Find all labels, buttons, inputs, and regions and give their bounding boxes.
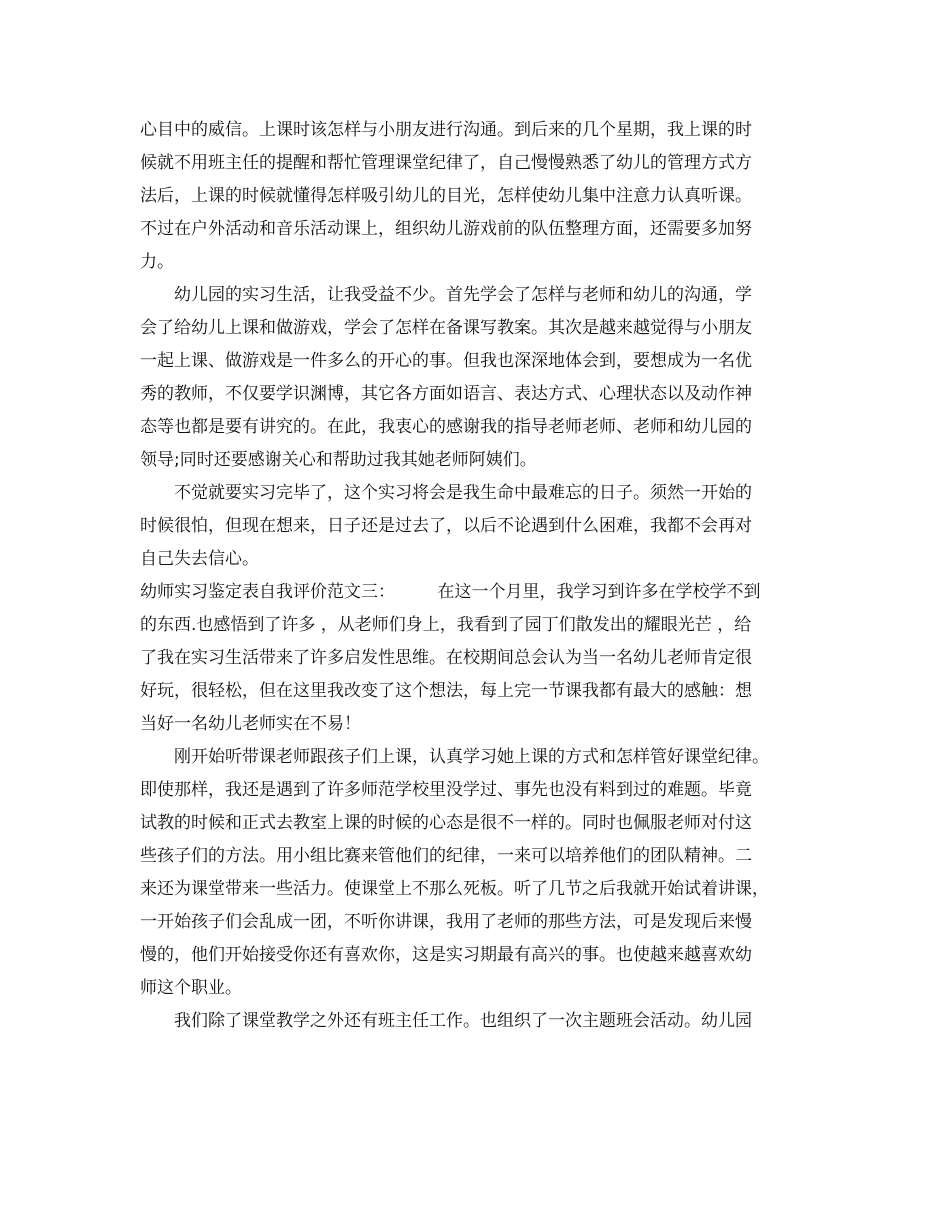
text-line: 慢的，他们开始接受你还有喜欢你，这是实习期最有高兴的事。也使越来越喜欢幼 (140, 945, 752, 965)
text-line: 不觉就要实习完毕了，这个实习将会是我生命中最难忘的日子。须然一开始的 (140, 483, 752, 503)
text-line: 当好一名幼儿老师实在不易！ (140, 714, 361, 734)
text-line: 一起上课、做游戏是一件多么的开心的事。但我也深深地体会到，要想成为一名优 (140, 351, 752, 371)
text-line: 师这个职业。 (140, 978, 242, 998)
text-line: 即使那样，我还是遇到了许多师范学校里没学过、事先也没有料到过的难题。毕竟 (140, 780, 752, 800)
text-line: 自己失去信心。 (140, 549, 259, 569)
text-line: 一开始孩子们会乱成一团，不听你讲课，我用了老师的那些方法，可是发现后来慢 (140, 912, 752, 932)
text-line: 幼儿园的实习生活，让我受益不少。首先学会了怎样与老师和幼儿的沟通，学 (140, 285, 752, 305)
text-line: 领导;同时还要感谢关心和帮助过我其她老师阿姨们。 (140, 450, 537, 470)
text-line: 了我在实习生活带来了许多启发性思维。在校期间总会认为当一名幼儿老师肯定很 (140, 648, 752, 668)
text-line: 不过在户外活动和音乐活动课上，组织幼儿游戏前的队伍整理方面，还需要多加努 (140, 219, 752, 239)
text-line: 些孩子们的方法。用小组比赛来管他们的纪律，一来可以培养他们的团队精神。二 (140, 846, 752, 866)
text-line: 候就不用班主任的提醒和帮忙管理课堂纪律了，自己慢慢熟悉了幼儿的管理方式方 (140, 153, 752, 173)
text-line: 的东西.也感悟到了许多 ，从老师们身上，我看到了园丁们散发出的耀眼光芒 ，给 (140, 615, 752, 635)
text-line: 法后，上课的时候就懂得怎样吸引幼儿的目光，怎样使幼儿集中注意力认真听课。 (140, 186, 752, 206)
text-line: 好玩，很轻松，但在这里我改变了这个想法，每上完一节课我都有最大的感触：想 (140, 681, 752, 701)
text-line: 来还为课堂带来一些活力。使课堂上不那么死板。听了几节之后我就开始试着讲课， (140, 879, 769, 899)
text-line: 态等也都是要有讲究的。在此，我衷心的感谢我的指导老师老师、老师和幼儿园的 (140, 417, 752, 437)
text-line: 会了给幼儿上课和做游戏，学会了怎样在备课写教案。其次是越来越觉得与小朋友 (140, 318, 752, 338)
text-line: 刚开始听带课老师跟孩子们上课，认真学习她上课的方式和怎样管好课堂纪律。 (140, 747, 769, 767)
text-line: 我们除了课堂教学之外还有班主任工作。也组织了一次主题班会活动。幼儿园 (140, 1011, 752, 1031)
text-line: 力。 (140, 252, 174, 272)
text-line: 试教的时候和正式去教室上课的时候的心态是很不一样的。同时也佩服老师对付这 (140, 813, 752, 833)
text-line: 心目中的威信。上课时该怎样与小朋友进行沟通。到后来的几个星期，我上课的时 (140, 120, 752, 140)
text-line: 幼师实习鉴定表自我评价范文三： 在这一个月里，我学习到许多在学校学不到 (140, 582, 761, 602)
text-line: 秀的教师，不仅要学识渊博，其它各方面如语言、表达方式、心理状态以及动作神 (140, 384, 752, 404)
text-line: 时候很怕，但现在想来，日子还是过去了，以后不论遇到什么困难，我都不会再对 (140, 516, 752, 536)
